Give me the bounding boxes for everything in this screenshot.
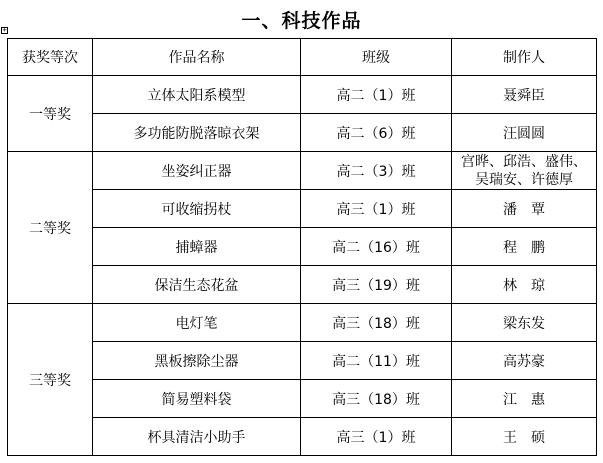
table-row [8, 266, 597, 304]
award-level-first: 一等奖 [8, 76, 93, 152]
class-name: 高二（3）班 [301, 152, 452, 190]
table-row [8, 342, 597, 380]
class-name: 高二（16）班 [301, 228, 452, 266]
work-name: 黑板擦除尘器 [93, 342, 301, 380]
maker-name: 王 硕 [452, 418, 597, 456]
table-row [8, 114, 597, 152]
class-name: 高三（19）班 [301, 266, 452, 304]
class-name: 高二（11）班 [301, 342, 452, 380]
section-title: 一、科技作品 [241, 10, 362, 32]
class-name: 高三（1）班 [301, 418, 452, 456]
header-class: 班级 [301, 39, 452, 76]
maker-name: 聂舜臣 [452, 76, 597, 114]
table-row [8, 76, 597, 114]
class-name: 高二（6）班 [301, 114, 452, 152]
table-row [8, 418, 597, 456]
awards-table [7, 38, 597, 456]
maker-name: 高苏豪 [452, 342, 597, 380]
class-name: 高三（18）班 [301, 380, 452, 418]
award-level-second: 二等奖 [8, 152, 93, 304]
work-name: 立体太阳系模型 [93, 76, 301, 114]
maker-name: 潘 覃 [452, 190, 597, 228]
maker-name: 程 鹏 [452, 228, 597, 266]
table-header-row [8, 39, 597, 76]
maker-name: 梁东发 [452, 304, 597, 342]
class-name: 高二（1）班 [301, 76, 452, 114]
table-row [8, 152, 597, 190]
table-row [8, 380, 597, 418]
work-name: 简易塑料袋 [93, 380, 301, 418]
maker-name: 汪圆圆 [452, 114, 597, 152]
work-name: 电灯笔 [93, 304, 301, 342]
header-work: 作品名称 [93, 39, 301, 76]
award-level-third: 三等奖 [8, 304, 93, 456]
table-anchor-icon[interactable]: + [2, 26, 7, 34]
work-name: 保洁生态花盆 [93, 266, 301, 304]
work-name: 可收缩拐杖 [93, 190, 301, 228]
header-maker: 制作人 [452, 39, 597, 76]
table-row [8, 190, 597, 228]
maker-name [452, 152, 597, 190]
maker-name: 江 惠 [452, 380, 597, 418]
work-name: 坐姿纠正器 [93, 152, 301, 190]
work-name: 多功能防脱落晾衣架 [93, 114, 301, 152]
work-name: 捕蟑器 [93, 228, 301, 266]
class-name: 高三（18）班 [301, 304, 452, 342]
maker-name-line-1: 宫晔、邱浩、盛伟、 [461, 153, 587, 170]
maker-name: 林 琼 [452, 266, 597, 304]
table-row [8, 304, 597, 342]
maker-name-line-2: 吴瑞安、许德厚 [475, 171, 573, 188]
work-name: 杯具清洁小助手 [93, 418, 301, 456]
header-award: 获奖等次 [8, 39, 93, 76]
table-row [8, 228, 597, 266]
class-name: 高三（1）班 [301, 190, 452, 228]
